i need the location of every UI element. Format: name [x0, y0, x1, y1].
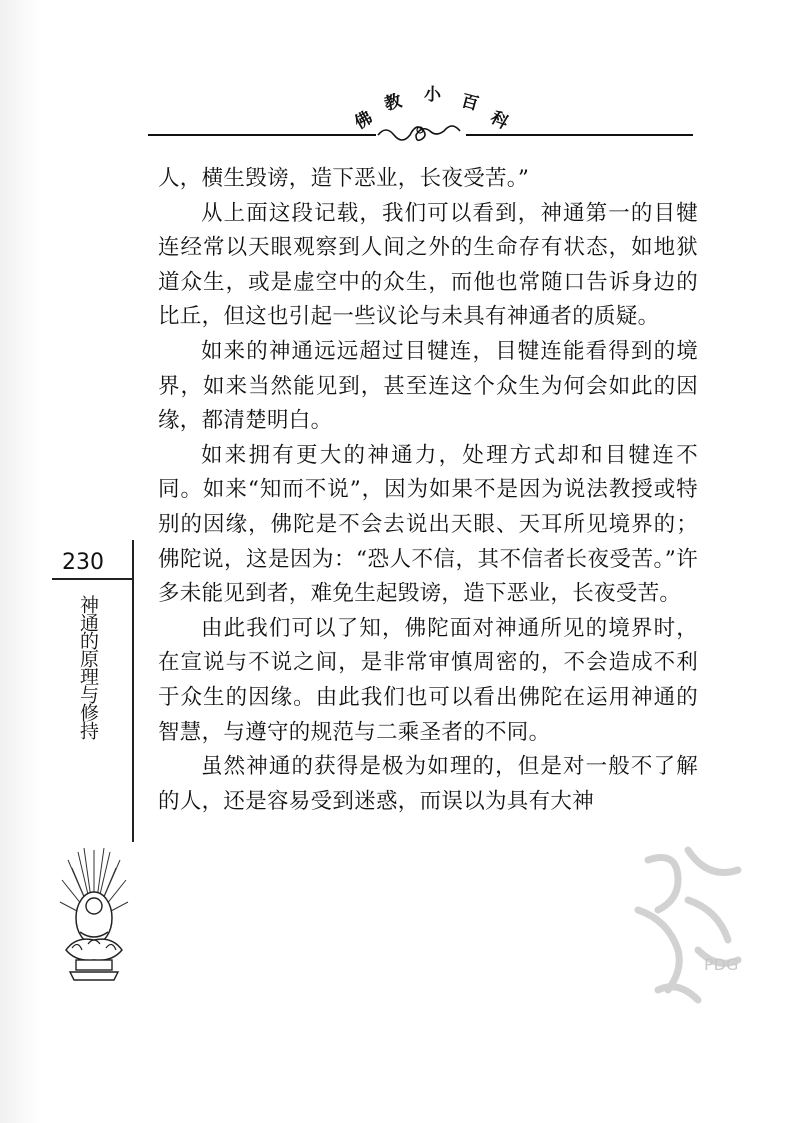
page-number: 230: [62, 550, 104, 575]
margin-divider-horizontal: [52, 578, 134, 580]
page-edge-shadow: [0, 0, 40, 1123]
library-watermark-stamp: [628, 840, 748, 1020]
header-ornament-rule: [148, 120, 693, 142]
paragraph: 如来的神通远远超过目犍连，目犍连能看得到的境界，如来当然能见到，甚至连这个众生为何会如此的因缘，都清楚明白。: [158, 338, 698, 434]
paragraph: 由此我们可以了知，佛陀面对神通所见的境界时，在宣说与不说之间，是非常审慎周密的，不会造成不利于众生的因缘。由此我们也可以看出佛陀在运用神通的智慧，与遵守的规范与二乘圣者的不同。: [158, 615, 698, 745]
buddha-ornament-icon: [58, 840, 130, 990]
header-char: 百: [459, 91, 481, 115]
paragraph: 从上面这段记载，我们可以看到，神通第一的目犍连经常以天眼观察到人间之外的生命存有状态，如地狱道众生，或是虚空中的众生，而他也常随口告诉身边的比丘，但这也引起一些议论与未具有神通者的质疑。: [158, 200, 698, 330]
header-char: 小: [424, 85, 441, 105]
paragraph: 人，横生毁谤，造下恶业，长夜受苦。”: [158, 166, 530, 191]
header-char: 教: [382, 91, 404, 115]
paragraph: 如来拥有更大的神通力，处理方式却和目犍连不同。如来“知而不说”，因为如果不是因为说法教授或特别的因缘，佛陀是不会去说出天眼、天耳所见境界的；佛陀说，这是因为：“恐人不信，其不信者长夜受苦。”许多未能见到者，难免生起毁谤，造下恶业，长夜受苦。: [158, 442, 698, 607]
body-text: [158, 162, 698, 819]
section-title-vertical: 神通的原理与修持: [77, 595, 99, 739]
watermark-text: PDG: [704, 955, 739, 974]
paragraph: 虽然神通的获得是极为如理的，但是对一般不了解的人，还是容易受到迷惑，而误以为具有大神: [158, 754, 698, 814]
header-char: 科: [486, 107, 512, 134]
header-char: 佛: [351, 107, 377, 134]
margin-divider-vertical: [132, 540, 134, 842]
